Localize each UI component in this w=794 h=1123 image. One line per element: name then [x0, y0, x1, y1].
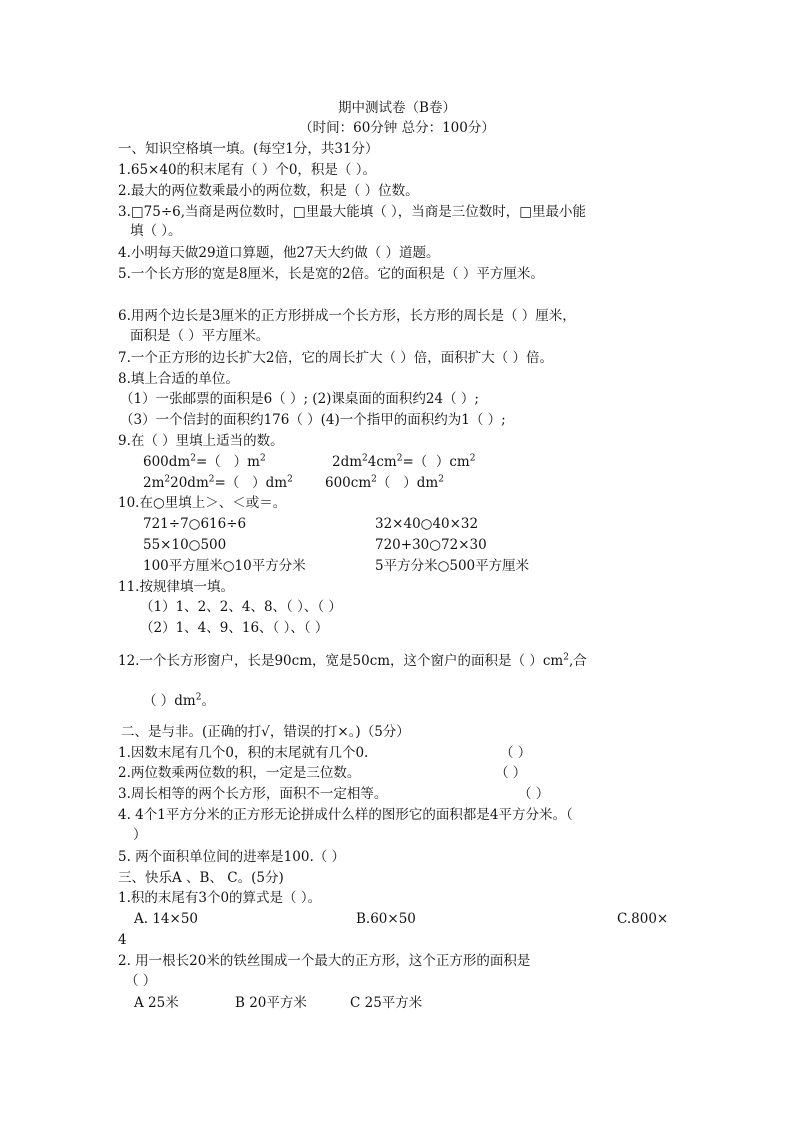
s2-question-1-answer: （ ）: [500, 745, 532, 761]
s1-question-2: 2.最大的两位数乘最小的两位数，积是（ ）位数。: [118, 183, 419, 199]
exam-title: 期中测试卷（B卷）: [338, 100, 456, 116]
s1-question-10-f: 5平方分米○500平方厘米: [375, 558, 530, 574]
s1-question-7: 7.一个正方形的边长扩大2倍，它的周长扩大（ ）倍，面积扩大（ ）倍。: [118, 350, 554, 366]
s1-question-9-c: $2m^220dm^2=$（ ）$dm^2$: [143, 474, 293, 491]
s1-question-3-line2: 填（ ）。: [130, 223, 182, 239]
s2-question-1: 1.因数末尾有几个0，积的末尾就有几个0.: [118, 745, 369, 761]
s1-question-12-line1: 12.一个长方形窗户，长是90cm，宽是50cm，这个窗户的面积是（ ）$cm^2$,合: [118, 652, 587, 669]
s1-question-4: 4.小明每天做29道口算题，他27天大约做（ ）道题。: [118, 245, 440, 261]
s3-question-1-option-b: B.60×50: [356, 911, 416, 927]
s3-question-2-line2: （ ）: [125, 973, 157, 989]
s1-question-8-row1: （1）一张邮票的面积是6（ ）; (2)课桌面的面积约24（ ）;: [120, 391, 479, 407]
s1-question-3-line1: 3.□75÷6,当商是两位数时，□里最大能填（ ），当商是三位数时，□里最小能: [118, 204, 587, 220]
section1-heading: 一、知识空格填一填。(每空1分，共31分）: [118, 141, 379, 157]
s1-question-11-b: （2）1、4、9、16、（ ）、（ ）: [140, 620, 329, 636]
s1-question-10: 10.在○里填上＞、＜或＝。: [118, 495, 287, 511]
s3-question-1-option-c-wrap: 4: [118, 932, 127, 948]
s3-question-1: 1.积的末尾有3个0的算式是（ ）。: [118, 890, 322, 906]
s2-question-5: 5. 两个面积单位间的进率是100.（ ）: [118, 849, 346, 865]
s1-question-9-b: $2dm^24cm^2=$（ ）$cm^2$: [332, 453, 476, 470]
s1-question-11-a: （1）1、2、2、4、8、（ ）、（ ）: [140, 599, 342, 615]
s1-question-10-b: 32×40○40×32: [375, 516, 479, 532]
s2-question-3-answer: （ ）: [518, 786, 550, 802]
s1-question-12-line2: （ ）$dm^2$。: [143, 692, 215, 709]
s1-question-6-line1: 6.用两个边长是3厘米的正方形拼成一个长方形，长方形的周长是（ ）厘米，: [118, 308, 576, 324]
exam-subtitle: （时间：60分钟 总分：100分）: [299, 120, 495, 136]
s1-question-9-a: $600dm^2=$（ ）$m^2$: [143, 453, 266, 470]
s1-question-11: 11.按规律填一填。: [118, 579, 234, 595]
section2-heading: 二、是与非。(正确的打√，错误的打×。)（5分）: [121, 724, 410, 740]
s2-question-4-line1: 4. 4个1平方分米的正方形无论拼成什么样的图形它的面积都是4平方分米。（: [118, 807, 573, 823]
s1-question-1: 1.65×40的积末尾有（ ）个0，积是（ ）。: [118, 162, 376, 178]
s2-question-3: 3.周长相等的两个长方形，面积不一定相等。: [118, 786, 388, 802]
section3-heading: 三、快乐A 、B、 C。(5分): [118, 870, 284, 886]
s1-question-5: 5.一个长方形的宽是8厘米，长是宽的2倍。它的面积是（ ）平方厘米。: [118, 266, 544, 282]
s3-question-2-line1: 2. 用一根长20米的铁丝围成一个最大的正方形，这个正方形的面积是: [118, 953, 531, 969]
s1-question-8: 8.填上合适的单位。: [118, 371, 239, 387]
s3-question-2-option-c: C 25平方米: [350, 995, 423, 1011]
s1-question-6-line2: 面积是（ ）平方厘米。: [130, 328, 270, 344]
s1-question-10-a: 721÷7○616÷6: [143, 516, 247, 532]
s3-question-1-option-a: A. 14×50: [134, 911, 198, 927]
s1-question-10-c: 55×10○500: [143, 537, 227, 553]
s2-question-4-line2: ）: [133, 827, 147, 843]
s3-question-1-option-c: C.800×: [617, 911, 669, 927]
s1-question-10-e: 100平方厘米○10平方分米: [143, 558, 306, 574]
s1-question-9-d: $600cm^2$（ ）$dm^2$: [325, 474, 444, 491]
s2-question-2: 2.两位数乘两位数的积，一定是三位数。: [118, 765, 361, 781]
s1-question-10-d: 720+30○72×30: [375, 537, 487, 553]
s3-question-2-option-b: B 20平方米: [235, 995, 307, 1011]
s2-question-2-answer: （ ）: [495, 765, 527, 781]
s1-question-8-row2: （3）一个信封的面积约176（ ）(4)一个指甲的面积约为1（ ）;: [120, 412, 506, 428]
s1-question-9: 9.在（ ）里填上适当的数。: [118, 433, 284, 449]
s3-question-2-option-a: A 25米: [134, 995, 179, 1011]
